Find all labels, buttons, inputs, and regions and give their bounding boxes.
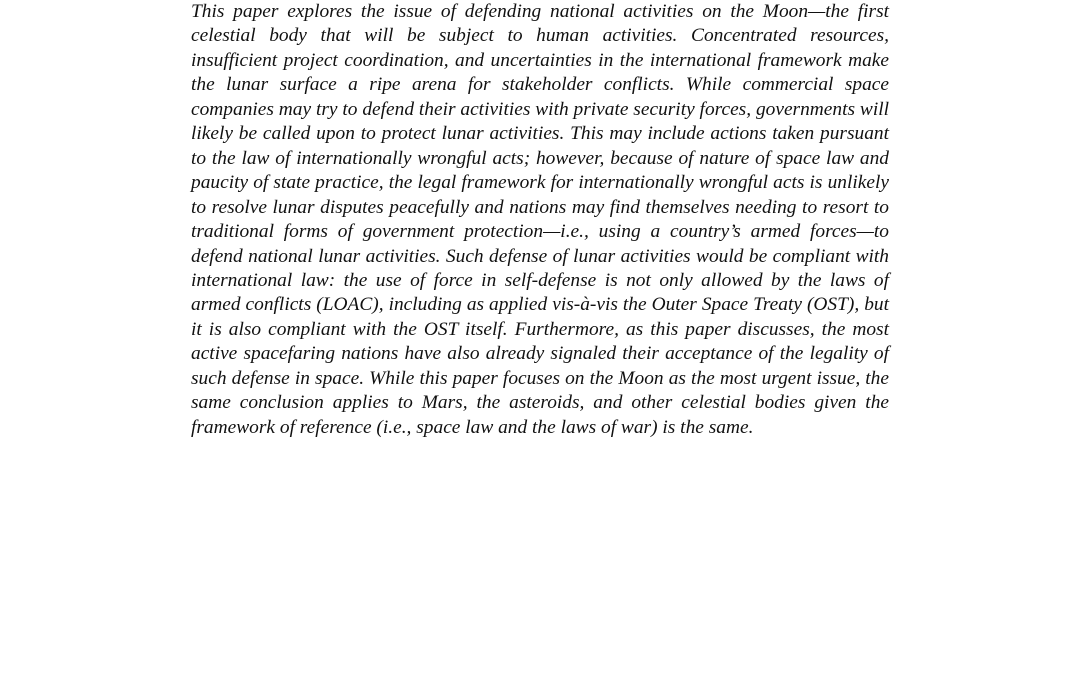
abstract-paragraph: This paper explores the issue of defending national activities on the Moon—the first celestial body that will be subject to human activities. Concentrated resources, insufficient project coordination, and uncertainties in the international framework make the lunar surface a ripe arena for stakeholder conflicts. While commercial space companies may try to defend their activities with private security forces, governments will likely be called upon to protect lunar activities. This may include actions taken pursuant to the law of internationally wrongful acts; however, because of nature of space law and paucity of state practice, the legal framework for internationally wrongful acts is unlikely to resolve lunar disputes peacefully and nations may find themselves needing to resort to traditional forms of government protection—i.e., using a country’s armed forces—to defend national lunar activities. Such defense of lunar activities would be compliant with international law: the use of force in self-defense is not only allowed by the laws of armed conflicts (LOAC), including as applied vis-à-vis the Outer Space Treaty (OST), but it is also compliant with the OST itself. Furthermore, as this paper discusses, the most active spacefaring nations have also already signaled their acceptance of the legality of such defense in space. While this paper focuses on the Moon as the most urgent issue, the same conclusion applies to Mars, the asteroids, and other celestial bodies given the framework of reference (i.e., space law and the laws of war) is the same. (191, 1, 889, 438)
